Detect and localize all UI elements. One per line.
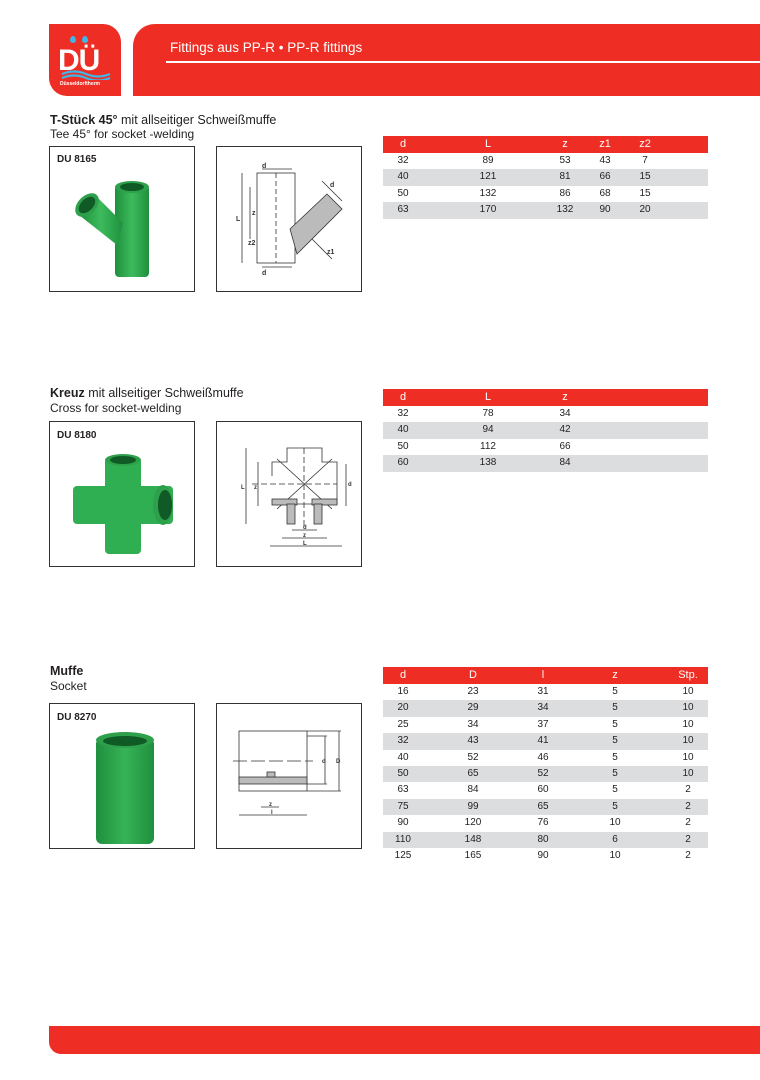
table-cell: 121 [479, 171, 497, 183]
table-cell: 5 [612, 702, 618, 714]
dim-label: d [330, 182, 335, 189]
table-header [383, 136, 708, 153]
dimension-table [383, 136, 708, 219]
table-cell: 165 [464, 849, 482, 861]
table-cell: 34 [467, 718, 479, 730]
footer-bar [49, 1026, 760, 1054]
dim-label: d [348, 482, 352, 488]
table-cell: 125 [394, 849, 412, 861]
table-cell: 78 [482, 408, 494, 419]
dim-label: d [322, 759, 326, 765]
socket-technical-drawing-icon [227, 719, 357, 834]
dimension-table [383, 389, 708, 472]
section-subtitle: Cross for socket-welding [50, 401, 182, 415]
table-cell: 50 [397, 187, 409, 199]
table-cell: 10 [682, 718, 694, 730]
table-cell: 90 [599, 204, 611, 216]
table-cell: 132 [556, 204, 574, 216]
column-header: z [562, 138, 568, 150]
table-cell: 34 [537, 702, 549, 714]
table-cell: 2 [685, 817, 691, 829]
table-cell: 16 [397, 686, 409, 697]
table-row [383, 750, 708, 766]
column-header: z1 [599, 138, 611, 150]
table-row [383, 717, 708, 733]
product-code: DU 8270 [57, 712, 97, 723]
table-row [383, 439, 708, 455]
technical-drawing-box [216, 703, 362, 849]
column-header: L [484, 391, 492, 403]
table-cell: 5 [612, 784, 618, 796]
dim-label: z [269, 802, 272, 808]
table-row [383, 202, 708, 218]
section-title-bold: Muffe [50, 664, 84, 678]
column-header: L [484, 138, 492, 150]
table-cell: 31 [537, 686, 549, 697]
table-row [383, 422, 708, 438]
technical-drawing-box [216, 146, 362, 292]
table-cell: 112 [480, 440, 496, 452]
table-cell: 50 [397, 767, 409, 779]
table-cell: 10 [682, 735, 694, 747]
column-header: D [469, 669, 477, 681]
table-cell: 5 [612, 718, 618, 730]
table-cell: 25 [397, 718, 409, 730]
table-cell: 60 [397, 457, 409, 469]
dim-label: L [303, 541, 307, 547]
table-cell: 10 [609, 849, 621, 861]
table-cell: 40 [397, 424, 409, 436]
header-bar [133, 24, 760, 96]
column-header: d [399, 138, 407, 150]
dim-label: d [262, 163, 267, 170]
product-photo-box [49, 146, 195, 292]
table-row [383, 815, 708, 831]
table-cell: 5 [612, 686, 618, 697]
water-drop-icon [82, 36, 88, 43]
table-cell: 75 [397, 800, 409, 812]
logo-letters: DÜ [58, 44, 100, 77]
tee-45-technical-drawing-icon [232, 159, 352, 279]
table-cell: 43 [467, 735, 479, 747]
table-cell: 29 [467, 702, 479, 714]
table-cell: 60 [537, 784, 549, 796]
dimension-table [383, 667, 708, 864]
table-cell: 68 [599, 187, 611, 199]
table-cell: 66 [599, 171, 611, 183]
dim-label: z2 [248, 240, 256, 247]
cross-fitting-photo-icon [65, 450, 180, 560]
wave-icon [60, 70, 112, 80]
table-cell: 10 [609, 817, 621, 829]
table-cell: 84 [467, 784, 479, 796]
table-cell: 23 [467, 686, 479, 697]
table-cell: 86 [559, 187, 571, 199]
table-cell: 7 [642, 155, 648, 166]
table-row [383, 799, 708, 815]
section-title-rest: mit allseitiger Schweißmuffe [117, 113, 277, 127]
table-cell: 2 [685, 849, 691, 861]
table-cell: 90 [397, 817, 409, 829]
table-cell: 32 [397, 408, 409, 419]
dim-label: z [303, 533, 306, 539]
table-cell: 37 [537, 718, 549, 730]
table-cell: 2 [685, 833, 691, 845]
section-title-bold: T-Stück 45° [50, 113, 118, 127]
table-row [383, 700, 708, 716]
table-row [383, 169, 708, 185]
table-row [383, 733, 708, 749]
table-cell: 5 [612, 735, 618, 747]
table-cell: 5 [612, 767, 618, 779]
section-subtitle: Tee 45° for socket -welding [50, 127, 195, 141]
table-cell: 2 [685, 800, 691, 812]
table-cell: 15 [639, 187, 651, 199]
table-cell: 138 [479, 457, 497, 469]
table-cell: 170 [479, 204, 497, 216]
table-cell: 10 [682, 767, 694, 779]
socket-fitting-photo-icon [75, 732, 175, 847]
table-cell: 90 [537, 849, 549, 861]
table-cell: 120 [464, 817, 482, 829]
table-row [383, 848, 708, 864]
table-cell: 84 [559, 457, 571, 469]
section-title [50, 664, 83, 678]
table-row [383, 153, 708, 169]
table-cell: 99 [467, 800, 479, 812]
dim-label: d [303, 525, 307, 531]
table-header [383, 667, 708, 684]
table-cell: 40 [397, 171, 409, 183]
column-header: l [541, 669, 545, 681]
dim-label: l [271, 810, 273, 816]
table-cell: 76 [537, 817, 549, 829]
technical-drawing-box [216, 421, 362, 567]
table-cell: 63 [397, 784, 409, 796]
table-row [383, 782, 708, 798]
table-cell: 15 [639, 171, 651, 183]
table-cell: 148 [464, 833, 482, 845]
table-cell: 89 [482, 155, 494, 166]
table-cell: 34 [559, 408, 571, 419]
table-cell: 43 [599, 155, 611, 166]
table-cell: 50 [397, 440, 409, 452]
product-code: DU 8180 [57, 430, 97, 441]
dim-label: z [254, 485, 257, 491]
table-cell: 6 [612, 833, 618, 845]
table-row [383, 766, 708, 782]
table-cell: 10 [682, 702, 694, 714]
dim-label: d [262, 270, 267, 277]
table-cell: 10 [682, 686, 694, 697]
section-title [50, 113, 276, 127]
section-subtitle: Socket [50, 679, 87, 693]
table-cell: 20 [397, 702, 409, 714]
table-row [383, 684, 708, 700]
logo-brand: Düsseldorftherm [60, 81, 101, 87]
table-cell: 52 [467, 751, 479, 763]
table-row [383, 186, 708, 202]
table-cell: 32 [397, 155, 409, 166]
product-photo-box [49, 421, 195, 567]
product-code: DU 8165 [57, 154, 97, 165]
table-cell: 10 [682, 751, 694, 763]
table-row [383, 832, 708, 848]
table-cell: 5 [612, 751, 618, 763]
table-cell: 63 [397, 204, 409, 216]
table-cell: 2 [685, 784, 691, 796]
table-cell: 80 [537, 833, 549, 845]
table-cell: 81 [559, 171, 571, 183]
table-cell: 5 [612, 800, 618, 812]
table-cell: 66 [559, 440, 571, 452]
product-photo-box [49, 703, 195, 849]
table-cell: 65 [467, 767, 479, 779]
section-title-rest: mit allseitiger Schweißmuffe [84, 386, 244, 400]
table-cell: 132 [479, 187, 497, 199]
table-cell: 42 [559, 424, 571, 436]
dim-label: D [336, 759, 341, 765]
dim-label: z1 [327, 249, 335, 256]
table-cell: 52 [537, 767, 549, 779]
table-cell: 32 [397, 735, 409, 747]
column-header: Stp. [678, 669, 698, 681]
table-cell: 46 [537, 751, 549, 763]
table-header [383, 389, 708, 406]
cross-technical-drawing-icon [232, 434, 352, 554]
column-header: z [612, 669, 618, 681]
column-header: z2 [639, 138, 651, 150]
table-cell: 94 [482, 424, 494, 436]
table-cell: 41 [537, 735, 549, 747]
dim-label: L [241, 485, 245, 491]
section-title-bold: Kreuz [50, 386, 85, 400]
table-row [383, 455, 708, 471]
table-row [383, 406, 708, 422]
table-cell: 20 [639, 204, 651, 216]
column-header: z [562, 391, 568, 403]
table-cell: 40 [397, 751, 409, 763]
table-cell: 110 [395, 833, 411, 845]
dim-label: L [236, 216, 241, 223]
dim-label: z [252, 210, 256, 217]
column-header: d [399, 391, 407, 403]
header-divider [166, 61, 760, 63]
column-header: d [399, 669, 407, 681]
page-title: Fittings aus PP-R • PP-R fittings [170, 40, 363, 55]
table-cell: 65 [537, 800, 549, 812]
table-cell: 53 [559, 155, 571, 166]
section-title [50, 386, 244, 400]
tee-45-fitting-photo-icon [65, 175, 175, 285]
water-drop-icon [70, 36, 76, 43]
